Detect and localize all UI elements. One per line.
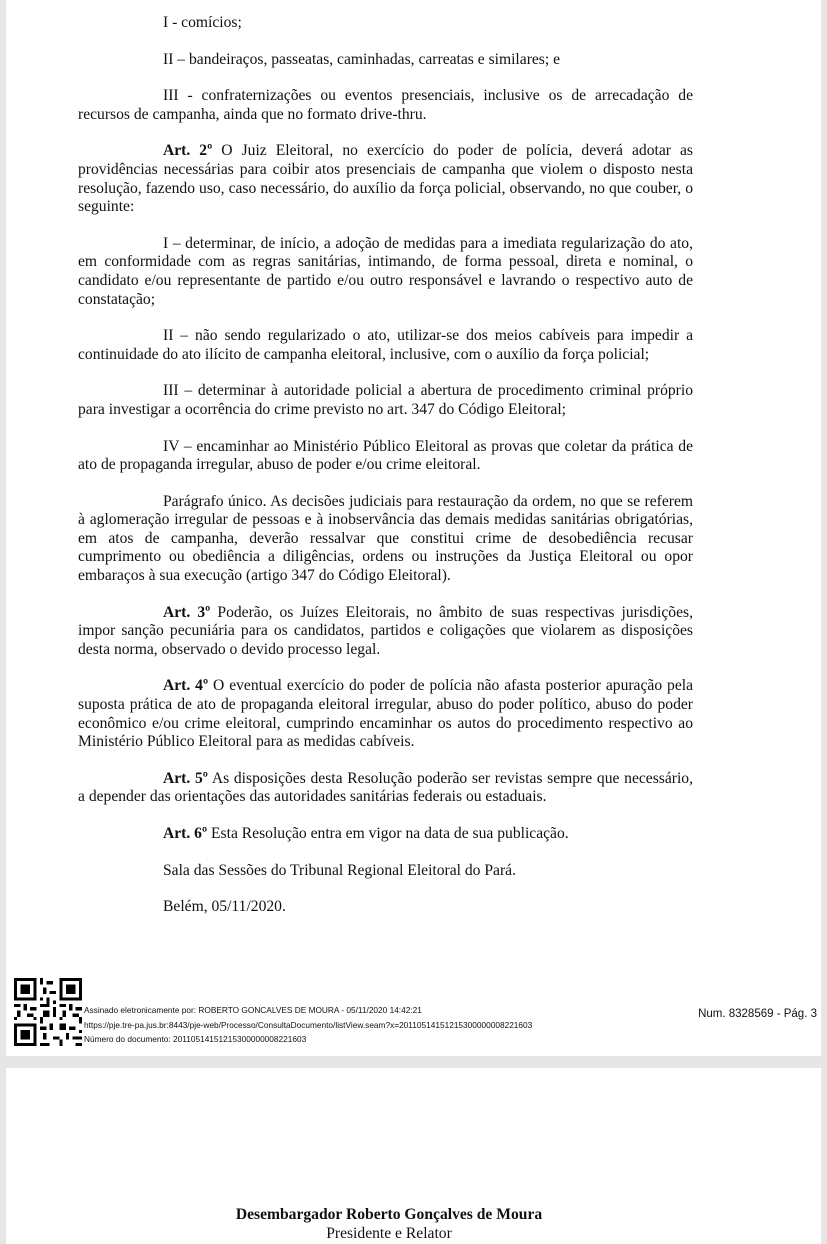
article-6-text: Esta Resolução entra em vigor na data de sua publicação. — [207, 825, 569, 842]
paragrafo-unico: Parágrafo único. As decisões judiciais para restauração da ordem, no que se referem à aglomeração irregular de pessoas e à inobservância das demais medidas sanitárias obrigatórias, em atos de campanha, deverão ressalvar que constitui crime de desobediência recusar cumprimento ou obediência a diligências, ordens ou instruções da Justiça Eleitoral ou opor embaraços à sua execução (artigo 347 do Código Eleitoral). — [78, 492, 693, 585]
article-3-label: Art. 3º — [163, 603, 211, 621]
art2-item-iv: IV – encaminhar ao Ministério Público Eleitoral as provas que coletar da prática de ato de propaganda irregular, abuso de poder e/ou crime eleitoral. — [78, 437, 693, 474]
signer-role: Presidente e Relator — [326, 1225, 452, 1242]
qr-code-icon[interactable] — [14, 978, 82, 1046]
page-number-label: Num. 8328569 - Pág. 3 — [698, 1008, 817, 1020]
document-number: Número do documento: 20110514151215300000008221603 — [84, 1034, 307, 1044]
document-url-link[interactable]: https://pje.tre-pa.jus.br:8443/pje-web/Processo/ConsultaDocumento/listView.seam?x=20110514151215300000008221603 — [84, 1020, 533, 1030]
article-5 — [78, 770, 693, 807]
resolution-body — [78, 14, 693, 917]
art2-item-iii: III – determinar à autoridade policial a abertura de procedimento criminal próprio para investigar a ocorrência do crime previsto no art. 347 do Código Eleitoral; — [78, 382, 693, 418]
article-3 — [78, 604, 693, 660]
article-2-text: O Juiz Eleitoral, no exercício do poder de polícia, deverá adotar as providências necessárias para coibir atos presenciais de campanha que violem o disposto nesta resolução, fazendo uso, caso necessário, do auxílio da força policial, observando, no que couber, o seguinte: — [78, 142, 693, 216]
electronic-signature-info: Assinado eletronicamente por: ROBERTO GONCALVES DE MOURA - 05/11/2020 14:42:21 — [84, 1005, 422, 1015]
article-4-text: O eventual exercício do poder de polícia não afasta posterior apuração pela suposta prática de ato de propaganda eleitoral irregular, abuso do poder político, abuso do poder econômico e/ou crime eleitoral, cumprindo encaminhar os autos do procedimento respectivo ao Ministério Público Eleitoral para as medidas cabíveis. — [78, 677, 693, 751]
signer-name: Desembargador Roberto Gonçalves de Moura — [235, 1206, 543, 1223]
art2-item-ii: II – não sendo regularizado o ato, utilizar-se dos meios cabíveis para impedir a continuidade do ato ilícito de campanha eleitoral, inclusive, com o auxílio da força policial; — [78, 327, 693, 363]
article-5-text: As disposições desta Resolução poderão ser revistas sempre que necessário, a depender das orientações das autoridades sanitárias federais ou estaduais. — [78, 769, 693, 806]
article-3-text: Poderão, os Juízes Eleitorais, no âmbito de suas respectivas jurisdições, impor sanção pecuniária para os candidatos, partidos e coligações que violarem as disposições desta norma, observado o devido processo legal. — [78, 603, 693, 658]
article-2-label: Art. 2º — [163, 142, 213, 160]
item-ii-bandeiracos: II – bandeiraços, passeatas, caminhadas, carreatas e similares; e — [163, 50, 561, 68]
article-6-label: Art. 6º — [163, 825, 208, 842]
article-4-label: Art. 4º — [163, 677, 209, 695]
item-iii-confraternizacoes: III - confraternizações ou eventos presenciais, inclusive os de arrecadação de recursos de campanha, ainda que no formato drive-thru. — [78, 87, 693, 123]
document-date: Belém, 05/11/2020. — [163, 898, 286, 916]
article-5-label: Art. 5º — [163, 769, 208, 787]
item-i-comicios: I - comícios; — [163, 14, 242, 31]
article-4 — [78, 677, 693, 751]
article-2 — [78, 142, 693, 216]
art2-item-i: I – determinar, de início, a adoção de medidas para a imediata regularização do ato, em conformidade com as regras sanitárias, intimando, de forma pessoal, direta e nominal, o candidato e/ou representante de partido e/ou outro responsável e lavrando o respectivo auto de constatação; — [78, 234, 693, 308]
sala-das-sessoes: Sala das Sessões do Tribunal Regional Eleitoral do Pará. — [163, 861, 516, 879]
article-6 — [78, 825, 693, 844]
